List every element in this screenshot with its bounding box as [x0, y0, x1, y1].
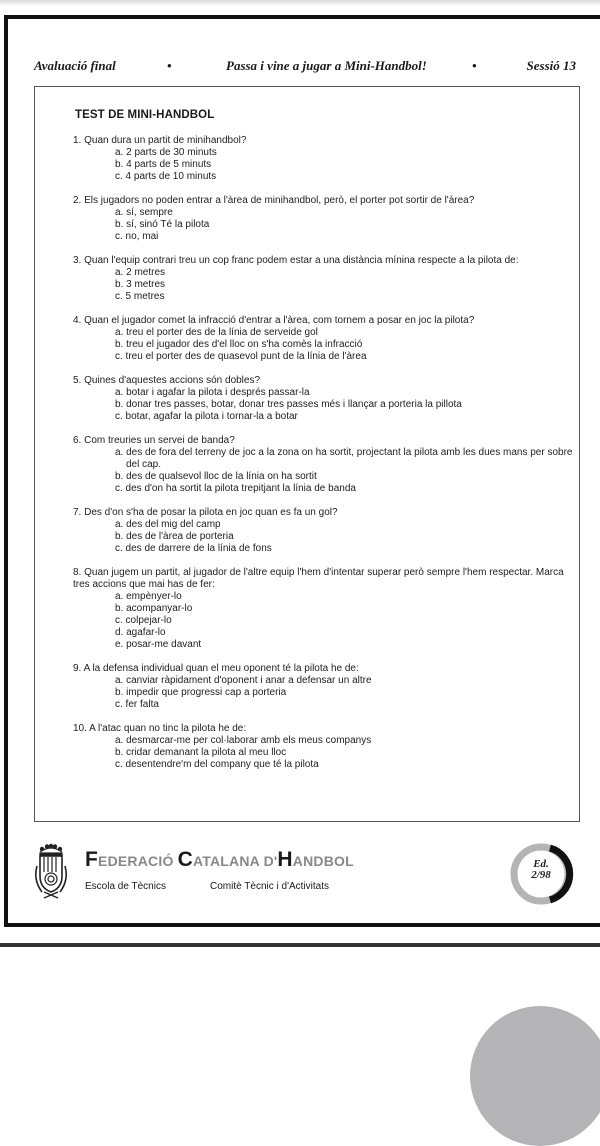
answer-options [73, 207, 573, 243]
answer-option: c. botar, agafar la pilota i tornar-la a botar [115, 411, 298, 422]
answer-option: a. 2 parts de 30 minuts [115, 147, 217, 158]
answer-option: b. cridar demanant la pilota al meu lloc [115, 747, 287, 758]
answer-option: c. desentendre'm del company que té la pilota [115, 759, 319, 770]
answer-option: a. sí, sempre [115, 207, 173, 218]
answer-option: c. des d'on ha sortit la pilota trepitjant la línia de banda [115, 483, 356, 494]
answer-option: c. des de darrere de la línia de fons [115, 543, 272, 554]
answer-option: c. no, mai [115, 231, 159, 242]
viewer-top-shadow [0, 0, 600, 6]
question-item [73, 255, 573, 303]
question-item [73, 567, 573, 651]
question-text: 4. Quan el jugador comet la infracció d'entrar a l'àrea, com tornem a posar en joc la pilota? [73, 315, 475, 326]
question-item [73, 135, 573, 183]
edition-label: Ed. 2/98 [531, 858, 551, 881]
question-text: 3. Quan l'equip contrari treu un cop franc podem estar a una distància mínina respecte a la pilota de: [73, 255, 519, 266]
question-item [73, 195, 573, 243]
question-text: 2. Els jugadors no poden entrar a l'àrea de minihandbol, però, el porter pot sortir de l'àrea? [73, 195, 475, 206]
question-item [73, 375, 573, 423]
answer-option: a. botar i agafar la pilota i després passar-la [115, 387, 310, 398]
question-text: 7. Des d'on s'ha de posar la pilota en joc quan es fa un gol? [73, 507, 338, 518]
answer-option: c. colpejar-lo [115, 615, 172, 626]
question-item [73, 663, 573, 711]
answer-option: b. des de l'àrea de porteria [115, 531, 234, 542]
answer-options [73, 675, 573, 711]
question-item [73, 315, 573, 363]
question-text: 6. Com treuries un servei de banda? [73, 435, 235, 446]
page-footer [30, 840, 590, 910]
federation-name: FEDERACIÓ CATALANA D'HANDBOL [85, 848, 354, 871]
question-text: 1. Quan dura un partit de minihandbol? [73, 135, 247, 146]
page-header [30, 58, 576, 76]
answer-option: a. desmarcar-me per col·laborar amb els meus companys [115, 735, 372, 746]
committee-name: Comitè Tècnic i d'Activitats [210, 881, 329, 892]
header-bullet: • [167, 58, 172, 73]
next-page-badge-partial [470, 1006, 600, 1146]
answer-option: a. treu el porter des de la línia de serveide gol [115, 327, 318, 338]
answer-options [73, 591, 573, 651]
test-title: TEST DE MINI-HANDBOL [75, 109, 215, 121]
question-text: 5. Quines d'aquestes accions són dobles? [73, 375, 261, 386]
question-text: 9. A la defensa individual quan el meu oponent té la pilota he de: [73, 663, 359, 674]
answer-option: a. des de fora del terreny de joc a la zona on ha sortit, projectant la pilota amb les dues mans per sobre del cap. [115, 447, 573, 470]
question-text: 8. Quan jugem un partit, al jugador de l'altre equip l'hem d'intentar superar però sempre l'hem respectar. Marca tres accions que mai has de fer: [73, 567, 564, 590]
answer-option: b. donar tres passes, botar, donar tres passes més i llançar a porteria la pillota [115, 399, 462, 410]
test-box [34, 86, 580, 822]
header-section-label: Avaluació final [34, 58, 116, 73]
answer-option: c. 4 parts de 10 minuts [115, 171, 217, 182]
question-text: 10. A l'atac quan no tinc la pilota he de: [73, 723, 247, 734]
answer-option: a. 2 metres [115, 267, 166, 278]
school-name: Escola de Tècnics [85, 881, 166, 892]
answer-options [73, 447, 573, 495]
answer-option: b. impedir que progressi cap a porteria [115, 687, 287, 698]
answer-options [73, 387, 573, 423]
answer-option: d. agafar-lo [115, 627, 166, 638]
question-item [73, 435, 573, 495]
header-title: Passa i vine a jugar a Mini-Handbol! [226, 58, 427, 73]
answer-option: a. des del mig del camp [115, 519, 221, 530]
answer-options [73, 147, 573, 183]
answer-option: c. fer falta [115, 699, 159, 710]
federation-crest-icon [32, 842, 70, 900]
answer-options [73, 267, 573, 303]
answer-option: b. 3 metres [115, 279, 166, 290]
question-item [73, 507, 573, 555]
answer-option: b. sí, sinó Té la pilota [115, 219, 210, 230]
header-bullet: • [472, 58, 477, 73]
answer-option: c. treu el porter des de quasevol punt de la línia de l'àrea [115, 351, 367, 362]
answer-option: a. canviar ràpidament d'oponent i anar a defensar un altre [115, 675, 372, 686]
answer-option: e. posar-me davant [115, 639, 202, 650]
page-separator [0, 943, 600, 947]
answer-option: a. empènyer-lo [115, 591, 182, 602]
answer-options [73, 519, 573, 555]
answer-option: b. treu el jugador des d'el lloc on s'ha comès la infracció [115, 339, 363, 350]
answer-options [73, 327, 573, 363]
answer-option: c. 5 metres [115, 291, 165, 302]
question-item [73, 723, 573, 771]
question-list [73, 135, 573, 783]
header-session: Sessió 13 [526, 58, 576, 73]
answer-option: b. des de qualsevol lloc de la línia on ha sortit [115, 471, 317, 482]
answer-option: b. 4 parts de 5 minuts [115, 159, 212, 170]
answer-options [73, 735, 573, 771]
answer-option: b. acompanyar-lo [115, 603, 193, 614]
